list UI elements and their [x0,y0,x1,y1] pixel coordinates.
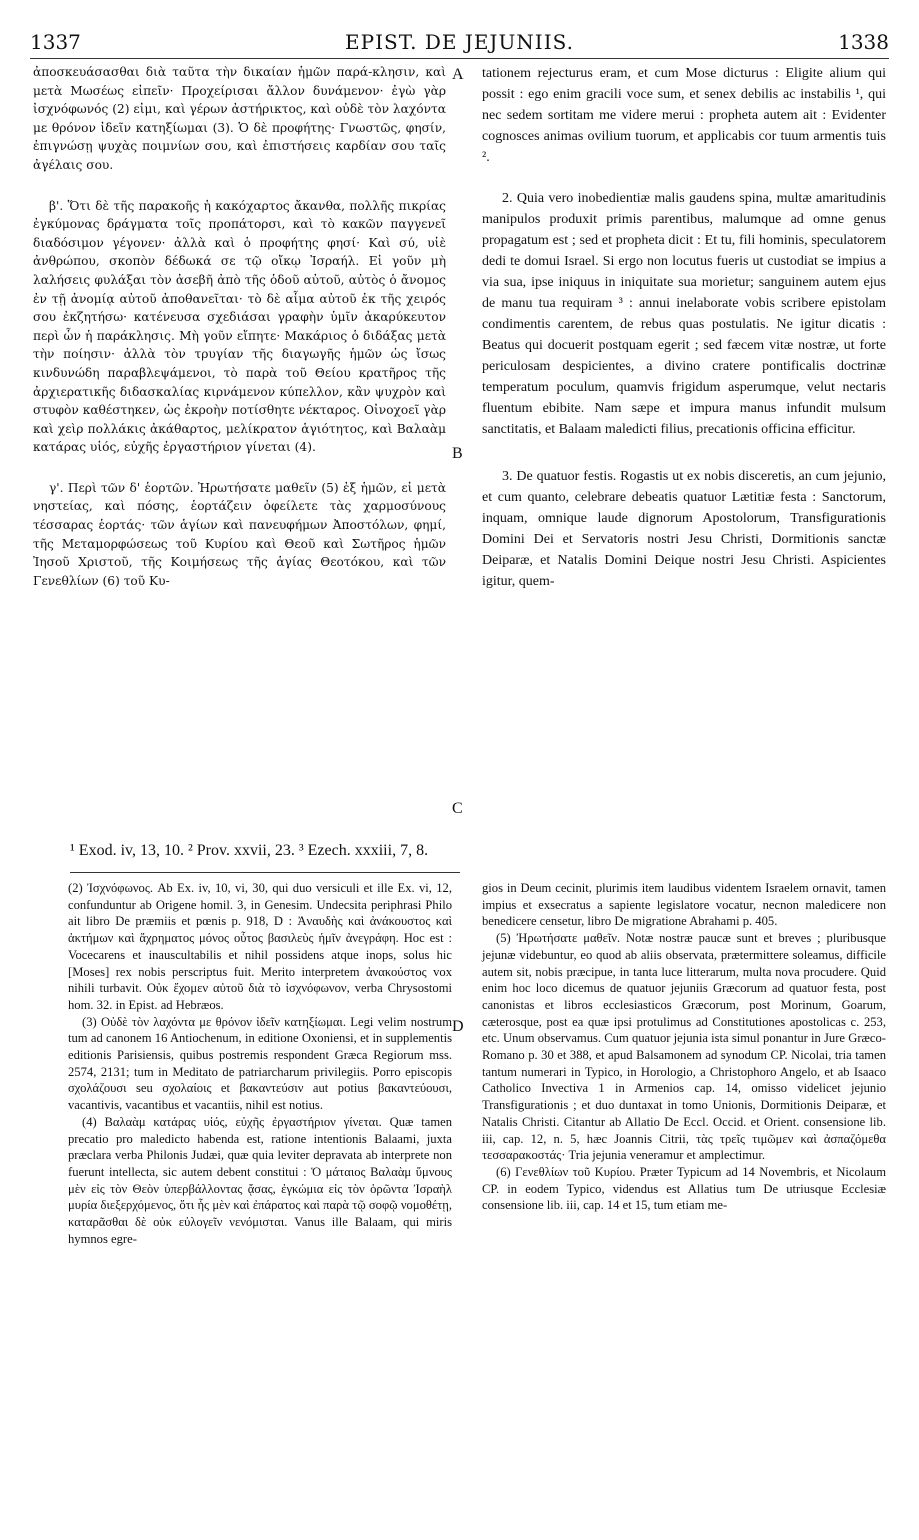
running-header [30,30,889,58]
greek-paragraph-3: γ'. Περὶ τῶν δ' ἑορτῶν. Ἠρωτήσατε μαθεῖν (5) ἐξ ἡμῶν, εἰ μετὰ νηστείας, καὶ πόσης, ἑορτάζειν ὀφείλετε τὰς χαρμοσύνους τέσσαρας ἑορτάς· τῶν ἁγίων καὶ πανευφήμων Ἀποστόλων, φημί, τῆς Μεταμορφώσεως τοῦ Κυρίου καὶ Θεοῦ καὶ Σωτῆρος ἡμῶν Ἰησοῦ Χριστοῦ, τῆς Κοιμήσεως τῆς ἁγίας Θεοτόκου, καὶ τῶν Γενεθλίων (6) τοῦ Κυ- [33,480,446,588]
running-title: EPIST. DE JEJUNIIS. [345,30,574,54]
footnote-4-continued: gios in Deum cecinit, plurimis item laudibus videntem Israelem ornavit, tamen impius et exsecratus a sapiente legislatore vocatur, necnon maledicere non benedicere censetur, libro De migratione Abrahami p. 405. [482,881,886,929]
header-rule [30,58,889,59]
greek-paragraph-1: ἀποσκευάσασθαι διὰ ταῦτα τὴν δικαίαν ἡμῶν παρά-κλησιν, καὶ μετὰ Μωσέως εἰπεῖν· Προχείρισαι ἄλλον δυνάμενον· ἐγὼ γὰρ ἰσχνόφωνός (2) εἰμι, καὶ γέρων ἀστήρικτος, καὶ οὐδὲ τὸν λαχόντα με θρόνον ἰδεῖν κατηξίωμαι (3). Ὁ δὲ προφήτης· Γνωστῶς, φησίν, ἐπιγνώσῃ ψυχὰς ποιμνίων σου, καὶ ἐπιστήσεις καρδίαν σου ταῖς ἀγέλαις σου. [33,65,446,172]
margin-letter-b: B [452,445,463,462]
latin-paragraph-2: 2. Quia vero inobedientiæ malis gaudens spina, multæ amaritudinis manipulos produxit primis parentibus, malumque ad omne genus propagatum est ; sed et propheta dicit : Et tu, fili hominis, speculatorem dedi te domui Israel. Si ergo non locutus fueris ut custodiat se impius a via sua, ipse iniquus in iniquitate sua morietur; sanguinem autem ejus de manu tua requiram ³ : annui inelaborate vobis scribere epistolam condimentis carentem, de rebus quas postulatis. Ne igitur dicatis : Beatus qui docuerit postquam egerit ; sed fæcem vitæ nostræ, ut forte periculosam despicientes, a divino cratere pontificalis doctrinæ temperatum poculum, quamvis frigidum asperumque, velut nectaris fluentum ebibite. Nam sæpe et impura manus infundit mulsum sanctitatis, et Balaam maledicti filius, precationis officina efficitur. [482,191,886,437]
footnote-2: (2) Ἰσχνόφωνος. Ab Ex. iv, 10, vi, 30, qui duo versiculi et ille Ex. vi, 12, confunduntur ab Origene homil. 3, in Genesim. Undecsita periphrasi Philo ait libro De præmiis et pœnis p. 918, D : Ἀναυδὴς καὶ ἀνάκουστος καὶ ἀκτήμων καὶ ἄχρηματος μόνος οὗτος βασιλεὺς ἡμῖν ἀνεγράφη. Hoc est : Vocecarens et inauscultabilis et nihil possidens atque inops, solus hic [Moses] rex nobis perscriptus fuit. Merito interpretem ἀνακούστος vox nihili turbavit. Οὐκ ἔχομεν αὐτοῦ διὰ τὸ ἰσχνόφωνον, verba Chrysostomi hom. 32. in Epist. ad Hebræos. [68,881,452,1012]
footnote-4: (4) Βαλαὰμ κατάρας υἱός, εὐχῆς ἐργαστήριον γίνεται. Quæ tamen precatio pro maledicto habenda est, ratione intentionis Balaami, juxta præclara verba Philonis Judæi, quæ quia leviter depravata ab interprete non fuerunt intellecta, sic autem debent constitui : Ὁ μάταιος Βαλαὰμ ὕμνους μὲν εἰς τὸν Θεὸν ὑπερβάλλοντας ᾄσας, ἐγκώμια εἰς τὸν ὁρῶντα Ἰσραὴλ μυρία διεξερχόμενος, ὅτι ἧς μὲν καὶ ἐπάρατος καὶ παρὰ τῷ σοφῷ νομοθέτῃ, καταρᾶσθαι δὲ οὐκ εὐλογεῖν νενόμισται. Vanus ille Balaam, qui miris hymnos egre- [68,1114,452,1246]
latin-paragraph-3: 3. De quatuor festis. Rogastis ut ex nobis disceretis, an cum jejunio, et cum quanto, celebrare debeatis quatuor Lætitiæ festa : Sanctorum, inquam, omnique laude dignorum Apostolorum, Transfigurationis Domini Dei et Servatoris nostri Jesu Christi, Dormitionis sanctæ Deiparæ, et Natalis Domini Deique nostri Jesu Christi. Aspicientes igitur, quem- [482,469,886,589]
footnote-rule [70,872,460,873]
footnote-6: (6) Γενεθλίων τοῦ Κυρίου. Præter Typicum ad 14 Novembris, et Nicolaum CP. in eodem Typico, videndus est Allatius tum De utriusque Ecclesiæ consensione lib. iii, cap. 14 et 15, tum etiam me- [482,1164,886,1213]
footnotes-left [68,880,452,1247]
footnotes-right [482,880,886,1214]
scripture-references: ¹ Exod. iv, 13, 10. ² Prov. xxvii, 23. ³ Ezech. xxxiii, 7, 8. [70,842,429,859]
footnote-3: (3) Οὐδὲ τὸν λαχόντα με θρόνον ἰδεῖν κατηξίωμαι. Legi velim nostrum tum ad canonem 16 Antiochenum, in editione Oxoniensi, et in supplementis editionis Parisiensis, quibus postremis respondent Græca Regiorum mss. 2574, 2131; tum in Meditato de patriarcharum privilegiis. Porro episcopis σχολάζουσι seu σχολαίοις et βακαντεύσιν aut potius βακαντεύουσι, vacantivis, vacantibus et vacantiis, nihil est notius. [68,1014,452,1113]
latin-paragraph-1: tationem rejecturus eram, et cum Mose dicturus : Eligite alium qui possit : ego enim gracili voce sum, et senex debilis ac instabilis ¹, qui nec sedem sortitam me videre merui : propheta autem ait : Evidenter cognosces animas ovilium tuorum, et applicabis cor tuum armentis tuis ². [482,66,886,165]
margin-letter-a: A [452,66,464,83]
page-number-left: 1337 [30,30,81,54]
latin-column [482,63,886,592]
greek-paragraph-2: β'. Ὅτι δὲ τῆς παρακοῆς ἡ κακόχαρτος ἄκανθα, πολλῆς πικρίας ἐγκύμονας δράγματα τοῖς προπάτορσι, καὶ τὸ κακῶν παγγενεῖ διαδόσιμον γέγονεν· ἀλλὰ καὶ ὁ προφήτης φησί· Καὶ σύ, υἱὲ ἀνθρώπου, σκοπὸν δέδωκά σε τῷ οἴκῳ Ἰσραήλ. Εἰ γοῦν μὴ λαλήσεις φυλάξαι τὸν ἀσεβῆ ἀπὸ τῆς ὁδοῦ αὐτοῦ, αὐτὸς ὁ ἄνομος ἐν τῇ ἀνομίᾳ αὐτοῦ ἀποθανεῖται· τὸ δὲ αἷμα αὐτοῦ ἐκ τῆς χειρός σου ἐκζητήσω· κατένευσα σχεδιάσαι γραφὴν ὑμῖν ἀκαρύκευτον περὶ ὧν ἡ παράκλησις. Μὴ γοῦν εἴπητε· Μακάριος ὁ διδάξας μετὰ τὴν ποίησιν· ἀλλὰ τὸν τρυγίαν τῆς διαγωγῆς ἡμῶν ὡς ἴσως κινδυνώδη παραβλεψάμενοι, τὸ παρὰ τοῦ Θείου κρατῆρος τῆς ἀρχιερατικῆς διδασκαλίας κιρνάμενον κύπελλον, κἂν ψυχρὸν καὶ στυφὸν καθέστηκεν, ὡς ἐκροὴν ποτίσθητε νέκταρος. Οἰνοχοεῖ γὰρ καὶ χεὶρ πολλάκις ἀκάθαρτος, μελίκρατον ἁγιότητος, καὶ Βαλαὰμ κατάρας υἱός, εὐχῆς ἐργαστήριον γίνεται (4). [33,198,446,455]
margin-letter-c: C [452,800,463,817]
margin-letter-d: D [452,1018,464,1035]
footnote-5: (5) Ἠρωτήσατε μαθεῖν. Notæ nostræ paucæ sunt et breves ; pluribusque jejunæ videbuntur, eo quod ab aliis observata, prætermittere soleamus, difficile autem sit, nobis præcipue, in tanta luce litterarum, multa nova procudere. Quid enim hoc loco dicemus de quatuor jejuniis Græcorum ad quatuor festa, post canonistas et libros ecclesiasticos Græcorum, post Morinum, Goarum, cæterosque, post ea quæ ipsi protulimus ad Constitutiones apostolicas c. 253, etc. Unum observamus. Cum quatuor jejunia ista simul ponantur in Jure Græco-Romano p. 30 et 388, et apud Balsamonem ad synodum CP. Nicolai, tria tamen tantum numerari in Typico, in Horologio, a Christophoro Angelo, et ab Isaaco Catholico Invectiva 1 in Armenios cap. 14, omisso videlicet jejunio Transfigurationis ; et duo duntaxat in tomo Unionis, Dormitionis Deiparæ, et Natalis Christi. Citantur ab Allatio De Eccl. Occid. et Orient. consensione lib. iii, cap. 12, n. 5, hæc Joannis Citrii, τὰς τρεῖς τιμῶμεν καὶ ἀσπαζόμεθα τεσσαρακοστάς· Tria jejunia veneramur et amplectimur. [482,931,886,1163]
page-number-right: 1338 [838,30,889,54]
greek-column [33,63,446,590]
